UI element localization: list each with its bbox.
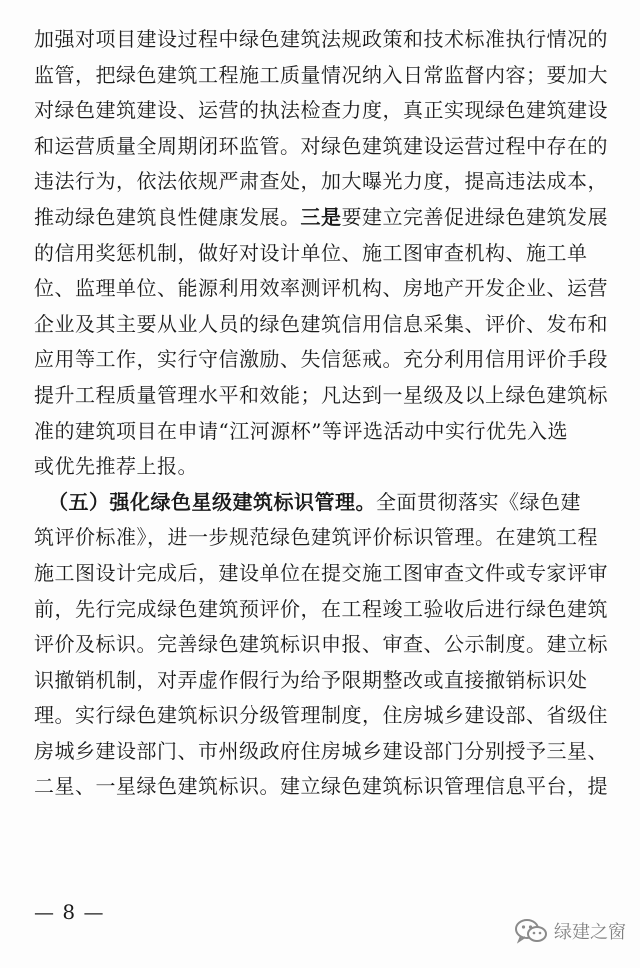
document-body	[34, 22, 610, 805]
text-line	[34, 200, 610, 236]
watermark-text: 绿建之窗	[554, 922, 626, 943]
text-line: 应用等工作，实行守信激励、失信惩戒。充分利用信用评价手段	[34, 347, 608, 372]
text-run: 全面贯彻落实《绿色建	[376, 489, 581, 514]
text-line: 施工图设计完成后，建设单位在提交施工图审查文件或专家评审	[34, 560, 608, 585]
text-line: 企业及其主要从业人员的绿色建筑信用信息采集、评价、发布和	[34, 311, 608, 336]
text-line: 位、监理单位、能源利用效率测评机构、房地产开发企业、运营	[34, 276, 608, 301]
text-line: 对绿色建筑建设、运营的执法检查力度，真正实现绿色建筑建设	[34, 98, 608, 123]
watermark	[514, 918, 626, 944]
text-line: 二星、一星绿色建筑标识。建立绿色建筑标识管理信息平台，提	[34, 774, 608, 799]
wechat-icon	[514, 918, 548, 944]
text-line: 前，先行完成绿色建筑预评价，在工程竣工验收后进行绿色建筑	[34, 596, 608, 621]
text-line: 违法行为，依法依规严肃查处，加大曝光力度，提高违法成本，	[34, 169, 608, 194]
text-line: 加强对项目建设过程中绿色建筑法规政策和技术标准执行情况的	[34, 27, 608, 51]
text-line: 准的建筑项目在申请“江河源杯”等评选活动中实行优先入选	[34, 418, 568, 443]
text-line: 和运营质量全周期闭环监管。对绿色建筑建设运营过程中存在的	[34, 133, 608, 158]
text-line: 识撤销机制，对弄虚作假行为给予限期整改或直接撤销标识处	[34, 667, 588, 692]
page-number: — 8 —	[34, 900, 105, 924]
text-line	[34, 485, 610, 521]
text-line: 的信用奖惩机制，做好对设计单位、施工图审查机构、施工单	[34, 240, 588, 265]
text-line: 提升工程质量管理水平和效能；凡达到一星级及以上绿色建筑标	[34, 382, 608, 407]
text-line: 理。实行绿色建筑标识分级管理制度，住房城乡建设部、省级住	[34, 703, 608, 728]
text-line: 监管，把绿色建筑工程施工质量情况纳入日常监督内容；要加大	[34, 62, 608, 87]
text-run: 要建立完善促进绿色建筑发展	[341, 204, 608, 229]
text-line: 评价及标识。完善绿色建筑标识申报、审查、公示制度。建立标	[34, 632, 608, 657]
text-line: 或优先推荐上报。	[34, 454, 198, 479]
text-run: 推动绿色建筑良性健康发展。	[34, 204, 301, 229]
text-line: 房城乡建设部门、市州级政府住房城乡建设部门分别授予三星、	[34, 738, 608, 763]
emphasis-third-point: 三是	[300, 204, 342, 229]
section-heading: （五）强化绿色星级建筑标识管理。	[48, 489, 376, 514]
text-line: 筑评价标准》，进一步规范绿色建筑评价标识管理。在建筑工程	[34, 525, 598, 550]
